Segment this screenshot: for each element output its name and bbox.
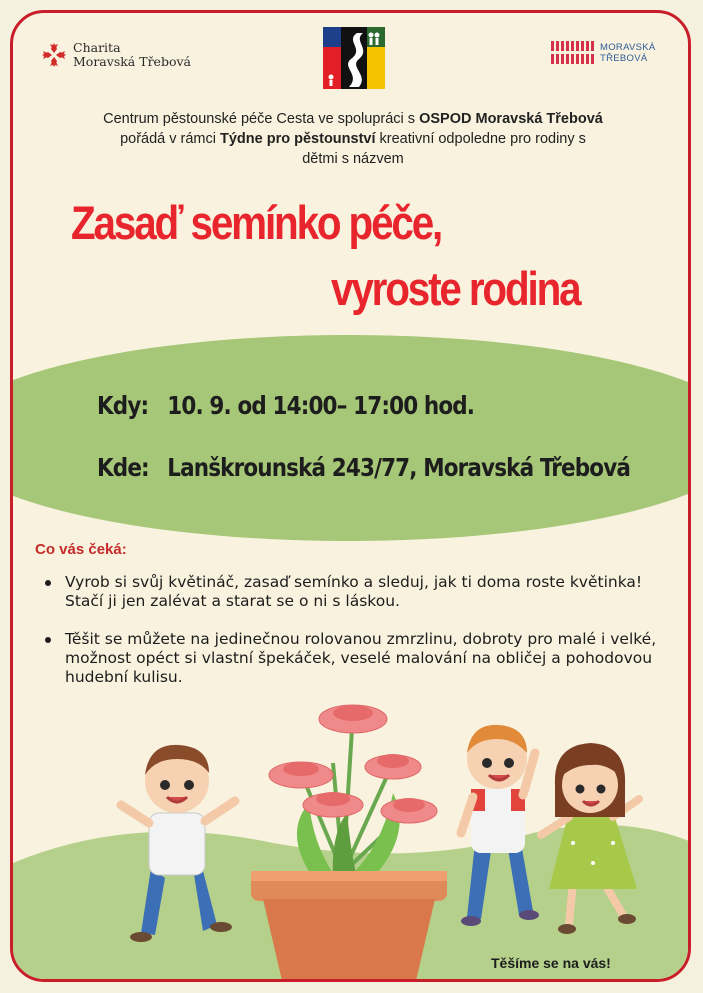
title-line1: Zasaď semínko péče, xyxy=(71,196,442,249)
charita-logo xyxy=(41,41,191,69)
charita-line2: Moravská Třebová xyxy=(73,54,191,69)
where-value: Lanškrounská 243/77, Moravská Třebová xyxy=(167,453,631,482)
town-line1: MORAVSKÁ xyxy=(600,41,656,53)
charita-line1: Charita xyxy=(73,40,121,55)
when-label: Kdy: xyxy=(97,391,149,420)
intro-bold1: OSPOD Moravská Třebová xyxy=(419,111,603,127)
town-logo xyxy=(551,41,656,64)
flower-pot xyxy=(251,871,447,982)
list-item: Těšit se můžete na jedinečnou rolovanou zmrzlinu, dobroty pro malé i velké, možnost opéct si vlastní špekáček, veselé malování na obličej a pohodovou hudební kulisu. xyxy=(39,630,659,687)
intro-text xyxy=(103,109,603,169)
town-bars-icon xyxy=(551,41,594,64)
list-item: Vyrob si svůj květináč, zasaď semínko a sleduj, jak ti doma roste květinka! Stačí ji jen zalévat a starat se o ni s láskou. xyxy=(39,573,659,611)
event-when xyxy=(97,391,474,420)
program-list xyxy=(39,573,659,706)
kids-flowerpot-illustration xyxy=(13,693,691,982)
intro-part3: kreativní odpoledne pro rodiny s dětmi s názvem xyxy=(302,131,586,167)
town-line2: TŘEBOVÁ xyxy=(600,52,648,64)
where-label: Kde: xyxy=(97,453,149,482)
charita-cross-icon xyxy=(41,42,67,68)
event-info-ellipse xyxy=(10,335,691,541)
title-line2: vyroste rodina xyxy=(331,262,580,315)
event-where xyxy=(97,453,630,482)
cesta-family-icon xyxy=(323,27,385,89)
poster-frame xyxy=(10,10,691,982)
intro-bold2: Týdne pro pěstounství xyxy=(220,131,376,147)
closing-text: Těšíme se na vás! xyxy=(491,955,611,971)
intro-part2: pořádá v rámci xyxy=(120,131,221,147)
program-heading: Co vás čeká: xyxy=(35,541,127,558)
when-value: 10. 9. od 14:00– 17:00 hod. xyxy=(167,391,475,420)
intro-part1: Centrum pěstounské péče Cesta ve spolupráci s xyxy=(103,111,420,127)
